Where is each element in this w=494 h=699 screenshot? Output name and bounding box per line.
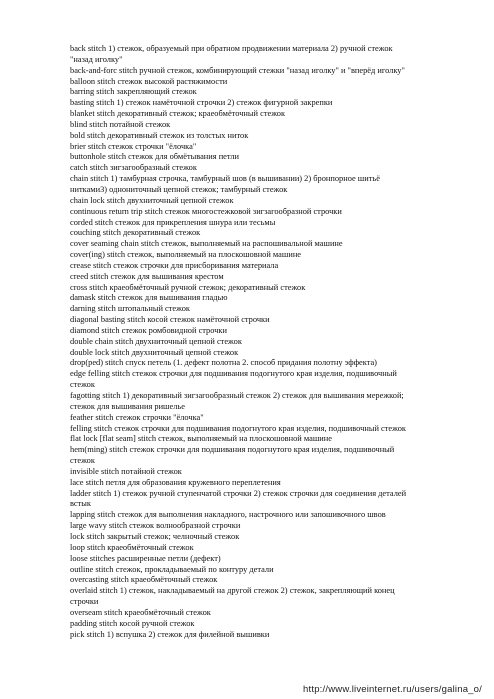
glossary-line: нитками3) однониточный цепной стежок; тамбурный стежок bbox=[70, 184, 288, 194]
glossary-line: edge felling stitch стежок строчки для подшивания подогнутого края изделия, подшивочный bbox=[70, 369, 397, 379]
glossary-line: diagonal basting stitch косой стежок намёточной строчки bbox=[70, 315, 270, 325]
glossary-line: стежок для вышивания ришелье bbox=[70, 401, 185, 411]
glossary-line: overcasting stitch краеобмёточный стежок bbox=[70, 575, 218, 585]
glossary-line: строчки bbox=[70, 597, 99, 607]
glossary-line: flat lock [flat seam] stitch стежок, выполняемый на плоскошовной машине bbox=[70, 434, 332, 444]
glossary-line: barring stitch закрепляющий стежок bbox=[70, 87, 197, 97]
glossary-line: corded stitch стежок для прикрепления шнура или тесьмы bbox=[70, 217, 276, 227]
glossary-line: lapping stitch стежок для выполнения накладного, настрочного или запошивочного швов bbox=[70, 510, 386, 520]
glossary-line: chain lock stitch двухниточный цепной стежок bbox=[70, 195, 234, 205]
glossary-line: стежок bbox=[70, 456, 95, 466]
glossary-line: ladder stitch 1) стежок ручной ступенчатой строчки 2) стежок строчки для соединения деталей bbox=[70, 488, 407, 498]
glossary-line: couching stitch декоративный стежок bbox=[70, 228, 201, 238]
glossary-line: стежок bbox=[70, 380, 95, 390]
glossary-line: invisible stitch потайной стежок bbox=[70, 466, 182, 476]
glossary-line: cover(ing) stitch стежок, выполняемый на плоскошовной машине bbox=[70, 250, 302, 260]
glossary-line: overlaid stitch 1) стежок, накладываемый на другой стежок 2) стежок, закрепляющий конец bbox=[70, 586, 395, 596]
glossary-line: blanket stitch декоративный стежок; краеобмёточный стежок bbox=[70, 109, 286, 119]
glossary-line: balloon stitch стежок высокой растяжимости bbox=[70, 76, 228, 86]
glossary-line: hem(ming) stitch стежок строчки для подшивания подогнутого края изделия, подшивочный bbox=[70, 445, 395, 455]
glossary-line: loose stitches расширенные петли (дефект) bbox=[70, 553, 221, 563]
glossary-line: double chain stitch двухниточный цепной стежок bbox=[70, 336, 242, 346]
glossary-line: basting stitch 1) стежок намёточной строчки 2) стежок фигурной закрепки bbox=[70, 98, 333, 108]
glossary-line: встык bbox=[70, 499, 91, 509]
glossary-line: double lock stitch двухниточный цепной стежок bbox=[70, 347, 239, 357]
glossary-line: brier stitch стежок строчки "ёлочка" bbox=[70, 141, 197, 151]
glossary-line: drop(ped) stitch спуск петель (1. дефект полотна 2. способ придания полотну эффекта) bbox=[70, 358, 377, 368]
glossary-line: darning stitch штопальный стежок bbox=[70, 304, 190, 314]
glossary-line: back stitch 1) стежок, образуемый при обратном продвижении материала 2) ручной стежок bbox=[70, 44, 393, 53]
glossary-line: cross stitch краеобмёточный ручной стежок; декоративный стежок bbox=[70, 282, 306, 292]
glossary-line: loop stitch краеобмёточный стежок bbox=[70, 542, 194, 552]
glossary-line: continuous return trip stitch стежок многостежковой зигзагообразной строчки bbox=[70, 206, 342, 216]
glossary-line: "назад иголку" bbox=[70, 54, 123, 64]
glossary-line: pick stitch 1) вспушка 2) стежок для филейной вышивки bbox=[70, 629, 270, 639]
glossary-line: outline stitch стежок, прокладываемый по контуру детали bbox=[70, 564, 274, 574]
glossary-line: catch stitch зигзагообразный стежок bbox=[70, 163, 197, 173]
glossary-line: feather stitch стежок строчки "ёлочка" bbox=[70, 412, 204, 422]
glossary-line: diamond stitch стежок ромбовидной строчки bbox=[70, 325, 227, 335]
glossary-line: back-and-forc stitch ручной стежок, комбинирующий стежки "назад иголку" и "вперёд иголку" bbox=[70, 65, 405, 75]
glossary-line: lock stitch закрытый стежок; челночный стежок bbox=[70, 531, 240, 541]
glossary-line: lace stitch петля для образования кружевного переплетения bbox=[70, 477, 281, 487]
glossary-line: damask stitch стежок для вышивания гладью bbox=[70, 293, 228, 303]
glossary-line: felling stitch стежок строчки для подшивания подогнутого края изделия, подшивочный стежок bbox=[70, 423, 406, 433]
glossary-line: cover seaming chain stitch стежок, выполняемый на распошивальной машине bbox=[70, 239, 343, 249]
glossary-line: large wavy stitch стежок волнообразной строчки bbox=[70, 521, 241, 531]
glossary-line: fagotting stitch 1) декоративный зигзагообразный стежок 2) стежок для вышивания мережкой; bbox=[70, 391, 404, 400]
glossary-line: crease stitch стежок строчки для присборивания материала bbox=[70, 260, 279, 270]
source-url: http://www.liveinternet.ru/users/galina_o/ bbox=[303, 684, 482, 695]
glossary-line: bold stitch декоративный стежок из толстых ниток bbox=[70, 130, 249, 140]
glossary-line: padding stitch косой ручной стежок bbox=[70, 618, 195, 628]
glossary-line: creed stitch стежок для вышивания крестом bbox=[70, 271, 224, 281]
glossary-line: blind stitch потайной стежок bbox=[70, 119, 171, 129]
dictionary-page bbox=[70, 44, 470, 640]
glossary-line: overseam stitch краеобмёточный стежок bbox=[70, 607, 211, 617]
glossary-line: chain stitch 1) тамбурная строчка, тамбурный шов (в вышивании) 2) бронпорное шитьё bbox=[70, 174, 380, 184]
glossary-line: buttonhole stitch стежок для обмётывания петли bbox=[70, 152, 240, 162]
